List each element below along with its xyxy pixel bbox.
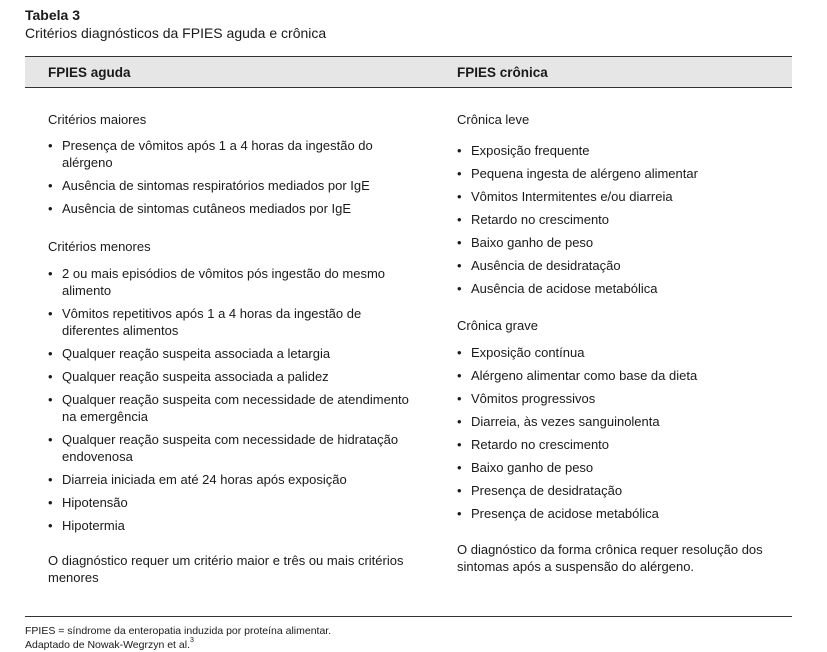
list-item: • Qualquer reação suspeita associada a letargia [48, 345, 418, 362]
minor-criteria-list [48, 265, 418, 534]
list-item: • Vômitos repetitivos após 1 a 4 horas da ingestão de diferentes alimentos [48, 305, 418, 339]
list-item: • Baixo ganho de peso [457, 234, 787, 251]
list-item: • Qualquer reação suspeita com necessidade de atendimento na emergência [48, 391, 418, 425]
source-footnote [25, 639, 194, 651]
abbreviation-footnote: FPIES = síndrome da enteropatia induzida por proteína alimentar. [25, 625, 332, 637]
acute-diagnosis-note: O diagnóstico requer um critério maior e três ou mais critérios menores [48, 553, 404, 585]
acute-column [48, 111, 418, 586]
mild-chronic-title: Crônica leve [457, 112, 530, 127]
list-item: • Presença de acidose metabólica [457, 505, 787, 522]
list-item: • Exposição frequente [457, 142, 787, 159]
reference-number: 3 [189, 637, 194, 644]
list-item: • Ausência de acidose metabólica [457, 280, 787, 297]
column-header-acute: FPIES aguda [48, 65, 131, 80]
list-item: • Baixo ganho de peso [457, 459, 787, 476]
list-item: • Presença de vômitos após 1 a 4 horas da ingestão do alérgeno [48, 137, 418, 171]
list-item: • Alérgeno alimentar como base da dieta [457, 367, 787, 384]
list-item: • Exposição contínua [457, 344, 787, 361]
table-caption: Critérios diagnósticos da FPIES aguda e crônica [25, 25, 327, 41]
list-item: • Hipotensão [48, 494, 418, 511]
list-item: • Retardo no crescimento [457, 211, 787, 228]
table-header-row [25, 56, 792, 88]
major-criteria-list [48, 137, 418, 217]
list-item: • Ausência de sintomas respiratórios mediados por IgE [48, 177, 418, 194]
chronic-column [457, 111, 787, 575]
list-item: • Retardo no crescimento [457, 436, 787, 453]
chronic-diagnosis-note: O diagnóstico da forma crônica requer resolução dos sintomas após a suspensão do alérgeno. [457, 542, 763, 574]
minor-criteria-title: Critérios menores [48, 239, 151, 254]
list-item: • Qualquer reação suspeita associada a palidez [48, 368, 418, 385]
severe-chronic-title: Crônica grave [457, 318, 538, 333]
list-item: • Hipotermia [48, 517, 418, 534]
source-text: Adaptado de Nowak-Wegrzyn et al. [25, 639, 190, 651]
severe-chronic-list [457, 344, 787, 522]
list-item: • Ausência de sintomas cutâneos mediados por IgE [48, 200, 418, 217]
list-item: • Diarreia, às vezes sanguinolenta [457, 413, 787, 430]
major-criteria-title: Critérios maiores [48, 112, 147, 127]
footer-divider [25, 616, 792, 617]
list-item: • Diarreia iniciada em até 24 horas após exposição [48, 471, 418, 488]
list-item: • Vômitos progressivos [457, 390, 787, 407]
list-item: • Qualquer reação suspeita com necessidade de hidratação endovenosa [48, 431, 418, 465]
table-label: Tabela 3 [25, 7, 80, 23]
mild-chronic-list [457, 142, 787, 297]
list-item: • Ausência de desidratação [457, 257, 787, 274]
list-item: • Vômitos Intermitentes e/ou diarreia [457, 188, 787, 205]
column-header-chronic: FPIES crônica [457, 65, 548, 80]
list-item: • Presença de desidratação [457, 482, 787, 499]
list-item: • 2 ou mais episódios de vômitos pós ingestão do mesmo alimento [48, 265, 418, 299]
list-item: • Pequena ingesta de alérgeno alimentar [457, 165, 787, 182]
